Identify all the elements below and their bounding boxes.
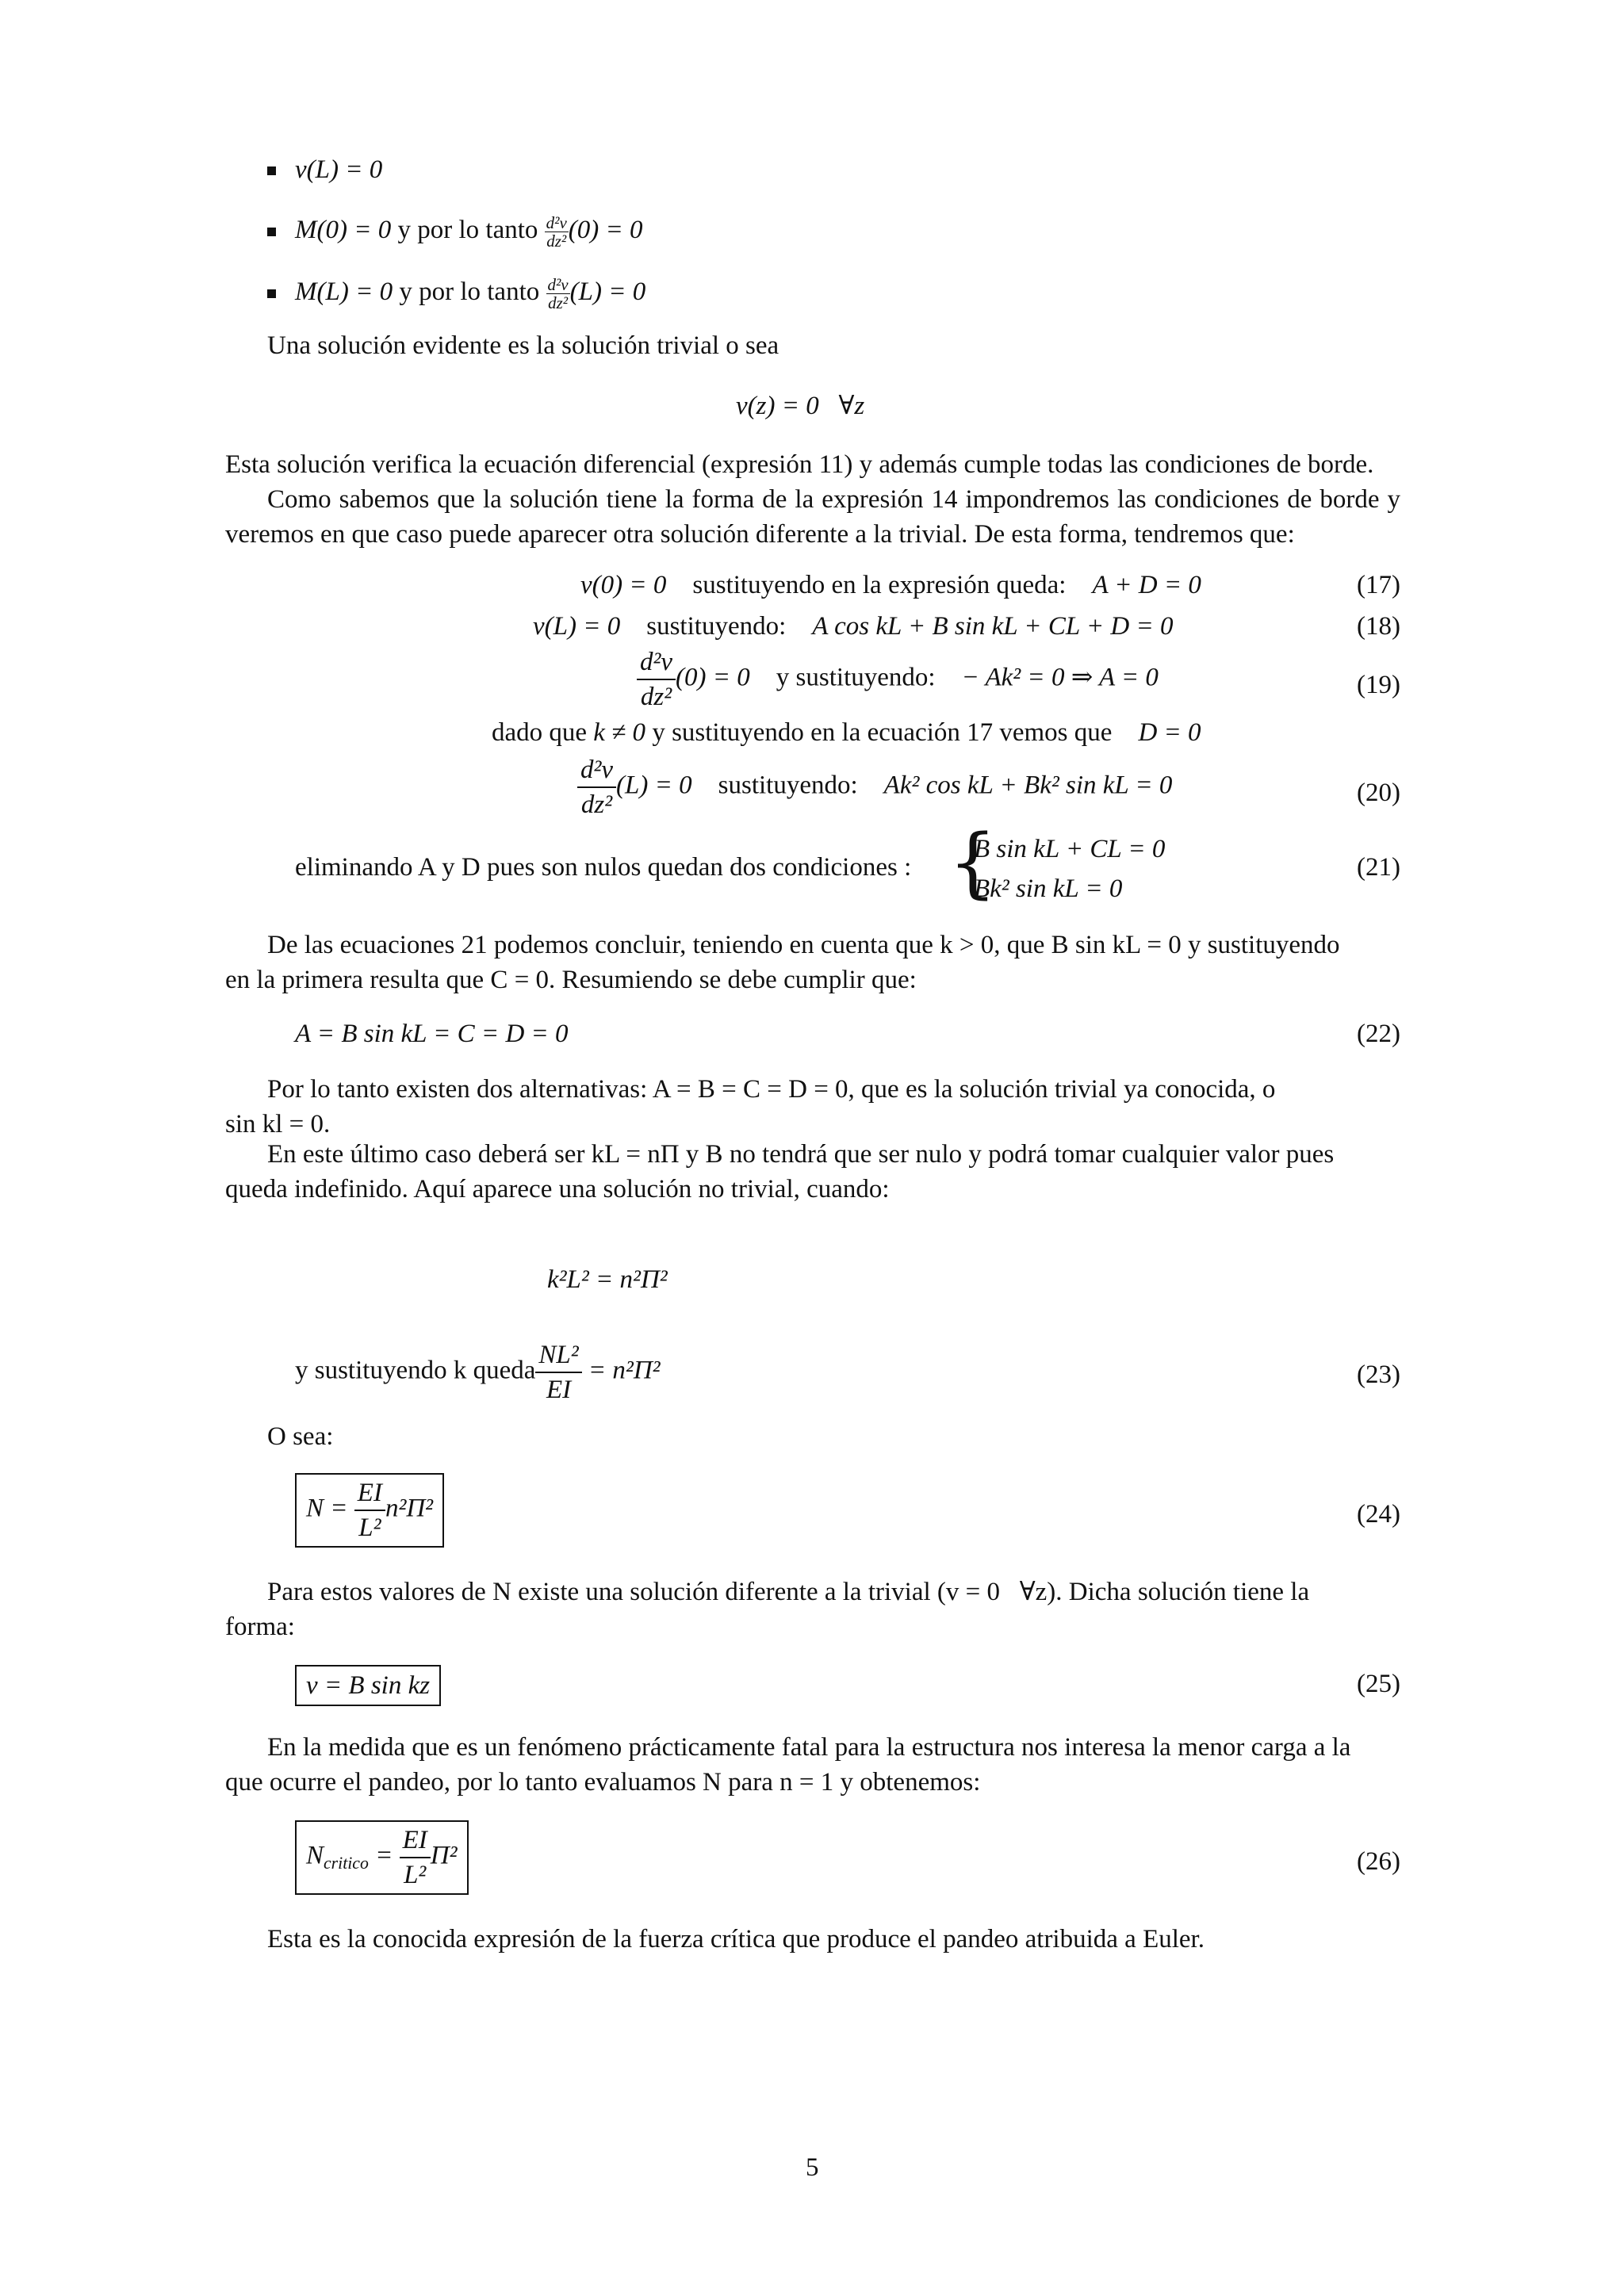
eq-rhs: A cos kL + B sin kL + CL + D = 0 [812, 612, 1174, 641]
equation-23 [295, 1338, 661, 1406]
curly-brace: { [948, 818, 998, 907]
derivative-fraction [637, 645, 676, 714]
boxed-equation [295, 1473, 444, 1548]
eq-subscript: critico [324, 1854, 369, 1873]
equation-number: (26) [1357, 1847, 1400, 1876]
paragraph: De las ecuaciones 21 podemos concluir, teniendo en cuenta que k > 0, que B sin kL = 0 y sustituyendo [267, 931, 1340, 959]
eq-text: sustituyendo en la expresión queda: [692, 571, 1067, 599]
eq-lhs: N = [306, 1494, 348, 1523]
closing-paragraph: Esta es la conocida expresión de la fuerza crítica que produce el pandeo atribuida a Euler. [267, 1925, 1205, 1954]
bullet-math: M(L) = 0 [295, 277, 393, 306]
bullet-marker [267, 166, 276, 175]
equation-number: (25) [1357, 1670, 1400, 1698]
fraction-denominator: dz² [548, 293, 569, 312]
fraction-numerator: d²v [547, 274, 569, 294]
paragraph: Por lo tanto existen dos alternativas: A = B = C = D = 0, que es la solución trivial ya conocida, o [267, 1075, 1276, 1104]
equation-number: (21) [1357, 853, 1400, 882]
eq-rhs: A + D = 0 [1092, 571, 1201, 599]
paragraph: que ocurre el pandeo, por lo tanto evaluamos N para n = 1 y obtenemos: [225, 1768, 981, 1797]
equation-26 [295, 1820, 469, 1895]
paragraph [225, 482, 1400, 552]
paragraph: En la medida que es un fenómeno prácticamente fatal para la estructura nos interesa la menor carga a la [267, 1733, 1351, 1762]
fraction-numerator: NL² [535, 1338, 581, 1373]
fraction-denominator: dz² [546, 231, 567, 251]
condition-text: dado que [492, 718, 594, 747]
eq-lhs: N [306, 1841, 324, 1870]
equation-20 [577, 753, 1172, 821]
equation-18 [533, 609, 1173, 644]
bullet-item [295, 274, 645, 312]
equation-24 [295, 1473, 444, 1548]
eq-text: y sustituyendo k queda [295, 1356, 536, 1385]
fraction [354, 1476, 385, 1544]
equation-22: A = B sin kL = C = D = 0 [295, 1020, 569, 1048]
paragraph: sin kl = 0. [225, 1110, 331, 1138]
eq-rhs: = n²Π² [588, 1356, 661, 1385]
equation-21-text: eliminando A y D pues son nulos quedan dos condiciones : [295, 853, 912, 882]
equation-19 [637, 645, 1159, 714]
fraction-numerator: EI [354, 1476, 385, 1511]
bullet-item [295, 212, 643, 250]
condition-1: B sin kL + CL = 0 [974, 835, 1166, 863]
bullet-tail: (L) = 0 [569, 277, 646, 306]
eq-tail: (0) = 0 [676, 663, 750, 692]
eq-text: y sustituyendo: [776, 663, 936, 692]
fraction-denominator: L² [404, 1861, 427, 1889]
intro-text: Una solución evidente es la solución trivial o sea [267, 331, 779, 360]
eq-rhs: Ak² cos kL + Bk² sin kL = 0 [883, 771, 1173, 800]
bullet-marker [267, 289, 276, 298]
equation-number: (17) [1357, 571, 1400, 599]
equation-number: (19) [1357, 671, 1400, 699]
fraction-denominator: dz² [640, 683, 672, 711]
fraction-denominator: dz² [580, 790, 613, 819]
equation-17 [580, 568, 1201, 603]
eq-rhs: Π² [430, 1841, 458, 1870]
trivial-equation: v(z) = 0 ∀z [736, 392, 865, 420]
fraction-denominator: L² [358, 1513, 381, 1542]
equation-25 [295, 1665, 441, 1706]
bullet-tail: (0) = 0 [568, 216, 643, 244]
equation-k: k²L² = n²Π² [547, 1265, 668, 1294]
fraction [535, 1338, 581, 1406]
fraction-numerator: d²v [546, 212, 567, 232]
paragraph: En este último caso deberá ser kL = nΠ y B no tendrá que ser nulo y podrá tomar cualquier valor pues [267, 1140, 1335, 1169]
fraction-denominator: EI [546, 1376, 572, 1404]
equation-number: (20) [1357, 779, 1400, 807]
page-number: 5 [806, 2153, 819, 2182]
o-sea-text: O sea: [267, 1422, 334, 1451]
derivative-fraction [546, 276, 570, 312]
equation-number: (18) [1357, 612, 1400, 641]
condition-math: k ≠ 0 [593, 718, 646, 747]
condition-text: y sustituyendo en la ecuación 17 vemos que [645, 718, 1113, 747]
eq-rhs: n²Π² [385, 1494, 434, 1523]
eq-lhs: v(L) = 0 [533, 612, 621, 641]
fraction-numerator: d²v [577, 753, 616, 788]
paragraph-text: Como sabemos que la solución tiene la forma de la expresión 14 impondremos las condiciones de borde y veremos en que caso puede aparecer otra solución diferente a la trivial. De esta forma, tendremos que: [225, 485, 1400, 549]
equation-number: (22) [1357, 1020, 1400, 1048]
condition-rhs: D = 0 [1138, 718, 1201, 747]
paragraph: en la primera resulta que C = 0. Resumiendo se debe cumplir que: [225, 966, 917, 994]
paragraph: Para estos valores de N existe una solución diferente a la trivial (v = 0 ∀z). Dicha solución tiene la [267, 1578, 1310, 1606]
paragraph: forma: [225, 1613, 295, 1641]
equation-number: (23) [1357, 1360, 1400, 1389]
fraction-numerator: EI [400, 1823, 431, 1858]
eq-text: sustituyendo: [718, 771, 858, 800]
eq-text: sustituyendo: [646, 612, 787, 641]
bullet-text: y por lo tanto [391, 216, 545, 244]
eq-tail: (L) = 0 [616, 771, 692, 800]
equation-number: (24) [1357, 1500, 1400, 1529]
bullet-marker [267, 228, 276, 236]
paragraph: Esta solución verifica la ecuación diferencial (expresión 11) y además cumple todas las condiciones de borde. [225, 450, 1374, 479]
bullet-math: M(0) = 0 [295, 216, 392, 244]
boxed-equation [295, 1820, 469, 1895]
bullet-text: y por lo tanto [393, 277, 546, 306]
bullet-math: v(L) = 0 [295, 155, 383, 184]
paragraph: queda indefinido. Aquí aparece una solución no trivial, cuando: [225, 1175, 890, 1203]
eq-rhs: − Ak² = 0 ⇒ A = 0 [961, 663, 1159, 692]
derivative-fraction [577, 753, 616, 821]
fraction [400, 1823, 431, 1892]
eq-lhs: v(0) = 0 [580, 571, 667, 599]
condition-line [492, 715, 1201, 750]
boxed-equation: v = B sin kz [295, 1665, 441, 1706]
eq-equals: = [368, 1841, 400, 1870]
bullet-item [295, 152, 382, 187]
derivative-fraction [545, 214, 569, 250]
fraction-numerator: d²v [637, 645, 676, 680]
condition-2: Bk² sin kL = 0 [974, 874, 1123, 903]
